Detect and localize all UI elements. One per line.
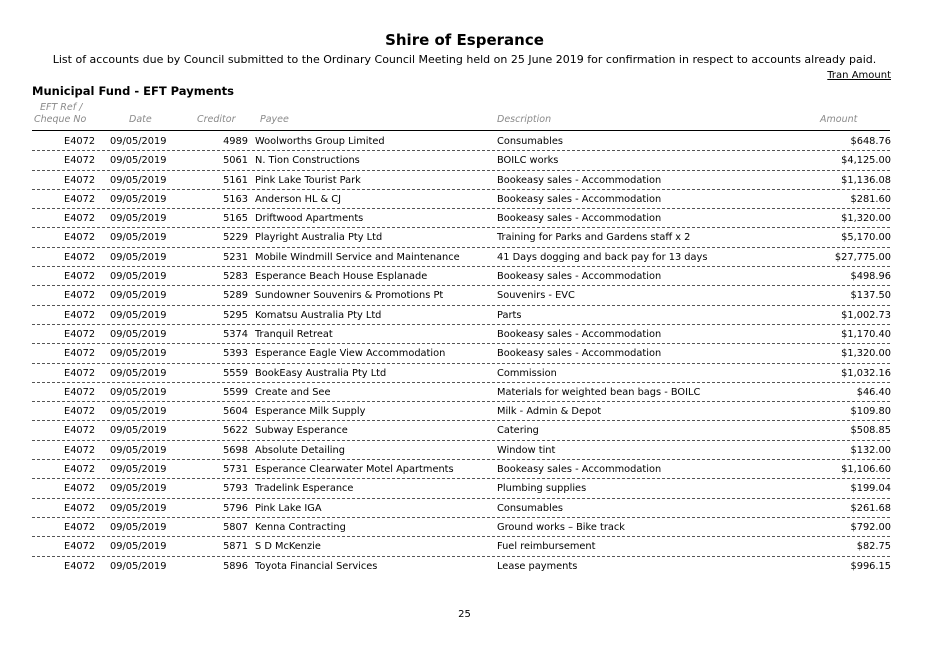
table-row: [0, 537, 929, 556]
row-eft-ref: E4072: [64, 251, 96, 263]
row-eft-ref: E4072: [64, 560, 96, 572]
row-date: 09/05/2019: [110, 290, 167, 302]
table-row: [0, 499, 929, 518]
row-creditor: 5604: [223, 406, 248, 418]
row-eft-ref: E4072: [64, 309, 96, 321]
row-date: 09/05/2019: [110, 483, 167, 495]
row-creditor: 5165: [223, 213, 248, 225]
row-payee: Sundowner Souvenirs & Promotions Pt: [255, 290, 444, 302]
row-eft-ref: E4072: [64, 386, 96, 398]
row-description: Milk - Admin & Depot: [497, 406, 602, 418]
table-row: [0, 306, 929, 325]
row-date: 09/05/2019: [110, 541, 167, 553]
row-date: 09/05/2019: [110, 232, 167, 244]
table-row: [0, 325, 929, 344]
row-date: 09/05/2019: [110, 502, 167, 514]
row-date: 09/05/2019: [110, 406, 167, 418]
row-description: 41 Days dogging and back pay for 13 days: [497, 251, 708, 263]
row-description: Materials for weighted bean bags - BOILC: [497, 386, 701, 398]
row-payee: Esperance Clearwater Motel Apartments: [255, 464, 454, 476]
row-creditor: 5871: [223, 541, 248, 553]
table-row: [0, 383, 929, 402]
row-payee: Pink Lake IGA: [255, 502, 322, 514]
row-payee: Esperance Milk Supply: [255, 406, 366, 418]
row-date: 09/05/2019: [110, 444, 167, 456]
table-row: [0, 344, 929, 363]
row-payee: Tranquil Retreat: [255, 328, 333, 340]
row-creditor: 5163: [223, 193, 248, 205]
row-date: 09/05/2019: [110, 193, 167, 205]
row-amount: $261.68: [850, 502, 891, 514]
row-creditor: 5796: [223, 502, 248, 514]
table-row: [0, 151, 929, 170]
row-creditor: 5283: [223, 271, 248, 283]
row-description: Bookeasy sales - Accommodation: [497, 193, 662, 205]
row-eft-ref: E4072: [64, 348, 96, 360]
table-row: [0, 557, 929, 576]
row-amount: $996.15: [850, 560, 891, 572]
row-description: Ground works – Bike track: [497, 521, 625, 533]
row-description: Plumbing supplies: [497, 483, 587, 495]
row-date: 09/05/2019: [110, 464, 167, 476]
row-amount: $281.60: [850, 193, 891, 205]
row-eft-ref: E4072: [64, 271, 96, 283]
row-creditor: 5161: [223, 174, 248, 186]
row-amount: $46.40: [856, 386, 891, 398]
row-description: Catering: [497, 425, 539, 437]
row-creditor: 5393: [223, 348, 248, 360]
row-payee: S D McKenzie: [255, 541, 321, 553]
row-payee: BookEasy Australia Pty Ltd: [255, 367, 387, 379]
table-row: [0, 190, 929, 209]
row-date: 09/05/2019: [110, 251, 167, 263]
row-eft-ref: E4072: [64, 541, 96, 553]
row-date: 09/05/2019: [110, 174, 167, 186]
row-creditor: 4989: [223, 136, 248, 147]
row-creditor: 5731: [223, 464, 248, 476]
page-number: 25: [458, 609, 471, 620]
row-description: Fuel reimbursement: [497, 541, 596, 553]
row-payee: Komatsu Australia Pty Ltd: [255, 309, 382, 321]
row-creditor: 5793: [223, 483, 248, 495]
table-row: [0, 209, 929, 228]
row-date: 09/05/2019: [110, 386, 167, 398]
payments-table: [0, 132, 929, 576]
row-amount: $1,106.60: [841, 464, 891, 476]
row-amount: $1,136.08: [841, 174, 891, 186]
row-date: 09/05/2019: [110, 136, 167, 147]
table-row: [0, 267, 929, 286]
row-eft-ref: E4072: [64, 232, 96, 244]
column-header-ref-line1: EFT Ref /: [40, 102, 83, 113]
row-date: 09/05/2019: [110, 271, 167, 283]
row-payee: Driftwood Apartments: [255, 213, 364, 225]
row-payee: Create and See: [255, 386, 331, 398]
row-amount: $1,002.73: [841, 309, 891, 321]
row-payee: Esperance Beach House Esplanade: [255, 271, 428, 283]
table-row: [0, 364, 929, 383]
row-payee: Tradelink Esperance: [255, 483, 354, 495]
row-eft-ref: E4072: [64, 406, 96, 418]
row-payee: Subway Esperance: [255, 425, 348, 437]
row-creditor: 5807: [223, 521, 248, 533]
row-date: 09/05/2019: [110, 425, 167, 437]
row-description: Consumables: [497, 502, 563, 514]
row-eft-ref: E4072: [64, 483, 96, 495]
row-amount: $498.96: [850, 271, 891, 283]
row-description: Commission: [497, 367, 557, 379]
row-eft-ref: E4072: [64, 425, 96, 437]
row-eft-ref: E4072: [64, 290, 96, 302]
row-amount: $27,775.00: [834, 251, 891, 263]
row-creditor: 5295: [223, 309, 248, 321]
row-description: Window tint: [497, 444, 556, 456]
column-header-amount: Amount: [820, 114, 858, 125]
table-row: [0, 479, 929, 498]
row-description: Bookeasy sales - Accommodation: [497, 328, 662, 340]
row-amount: $1,320.00: [841, 348, 891, 360]
row-creditor: 5698: [223, 444, 248, 456]
column-header-description: Description: [497, 114, 552, 125]
tran-amount-label: Tran Amount: [827, 70, 891, 81]
row-payee: Playright Australia Pty Ltd: [255, 232, 383, 244]
row-amount: $199.04: [850, 483, 891, 495]
row-amount: $508.85: [850, 425, 891, 437]
column-header-ref-line2: Cheque No: [34, 114, 87, 125]
row-amount: $648.76: [850, 136, 891, 147]
row-eft-ref: E4072: [64, 213, 96, 225]
row-creditor: 5289: [223, 290, 248, 302]
table-row: [0, 421, 929, 440]
table-row: [0, 460, 929, 479]
row-amount: $4,125.00: [841, 155, 891, 167]
header-divider: [32, 130, 890, 131]
row-payee: Pink Lake Tourist Park: [255, 174, 361, 186]
row-eft-ref: E4072: [64, 521, 96, 533]
row-payee: Woolworths Group Limited: [255, 136, 385, 147]
row-payee: Esperance Eagle View Accommodation: [255, 348, 446, 360]
row-creditor: 5229: [223, 232, 248, 244]
row-eft-ref: E4072: [64, 193, 96, 205]
row-description: Training for Parks and Gardens staff x 2: [497, 232, 691, 244]
row-description: Parts: [497, 309, 522, 321]
table-row: [0, 171, 929, 190]
row-description: BOILC works: [497, 155, 559, 167]
row-amount: $109.80: [850, 406, 891, 418]
row-eft-ref: E4072: [64, 502, 96, 514]
table-row: [0, 286, 929, 305]
row-payee: Toyota Financial Services: [255, 560, 378, 572]
table-row: [0, 132, 929, 151]
page-title: Shire of Esperance: [385, 31, 544, 49]
row-date: 09/05/2019: [110, 328, 167, 340]
row-eft-ref: E4072: [64, 174, 96, 186]
row-amount: $5,170.00: [841, 232, 891, 244]
row-creditor: 5559: [223, 367, 248, 379]
row-amount: $132.00: [850, 444, 891, 456]
row-eft-ref: E4072: [64, 136, 96, 147]
row-eft-ref: E4072: [64, 367, 96, 379]
table-row: [0, 228, 929, 247]
row-amount: $82.75: [856, 541, 891, 553]
row-creditor: 5896: [223, 560, 248, 572]
row-date: 09/05/2019: [110, 155, 167, 167]
row-description: Bookeasy sales - Accommodation: [497, 271, 662, 283]
row-amount: $792.00: [850, 521, 891, 533]
row-description: Bookeasy sales - Accommodation: [497, 348, 662, 360]
row-description: Bookeasy sales - Accommodation: [497, 174, 662, 186]
row-date: 09/05/2019: [110, 521, 167, 533]
row-creditor: 5599: [223, 386, 248, 398]
table-row: [0, 518, 929, 537]
row-eft-ref: E4072: [64, 444, 96, 456]
row-date: 09/05/2019: [110, 348, 167, 360]
column-header-date: Date: [129, 114, 152, 125]
row-payee: Absolute Detailing: [255, 444, 345, 456]
row-description: Souvenirs - EVC: [497, 290, 575, 302]
row-date: 09/05/2019: [110, 367, 167, 379]
table-row: [0, 402, 929, 421]
row-description: Consumables: [497, 136, 563, 147]
row-payee: Kenna Contracting: [255, 521, 346, 533]
row-amount: $1,032.16: [841, 367, 891, 379]
table-row: [0, 441, 929, 460]
row-amount: $1,320.00: [841, 213, 891, 225]
section-title: Municipal Fund - EFT Payments: [32, 84, 235, 98]
row-payee: N. Tion Constructions: [255, 155, 360, 167]
page-subtitle: List of accounts due by Council submitted to the Ordinary Council Meeting held on 25 June 2019 for confirmation in respect to accounts already paid.: [52, 53, 877, 66]
row-description: Lease payments: [497, 560, 578, 572]
table-row: [0, 248, 929, 267]
row-date: 09/05/2019: [110, 560, 167, 572]
row-creditor: 5061: [223, 155, 248, 167]
row-eft-ref: E4072: [64, 155, 96, 167]
row-date: 09/05/2019: [110, 213, 167, 225]
row-description: Bookeasy sales - Accommodation: [497, 213, 662, 225]
column-header-payee: Payee: [260, 114, 289, 125]
row-description: Bookeasy sales - Accommodation: [497, 464, 662, 476]
row-creditor: 5231: [223, 251, 248, 263]
row-amount: $1,170.40: [841, 328, 891, 340]
row-eft-ref: E4072: [64, 464, 96, 476]
column-header-creditor: Creditor: [197, 114, 236, 125]
row-payee: Anderson HL & CJ: [255, 193, 342, 205]
row-creditor: 5374: [223, 328, 248, 340]
row-creditor: 5622: [223, 425, 248, 437]
row-payee: Mobile Windmill Service and Maintenance: [255, 251, 460, 263]
row-amount: $137.50: [850, 290, 891, 302]
row-eft-ref: E4072: [64, 328, 96, 340]
row-date: 09/05/2019: [110, 309, 167, 321]
